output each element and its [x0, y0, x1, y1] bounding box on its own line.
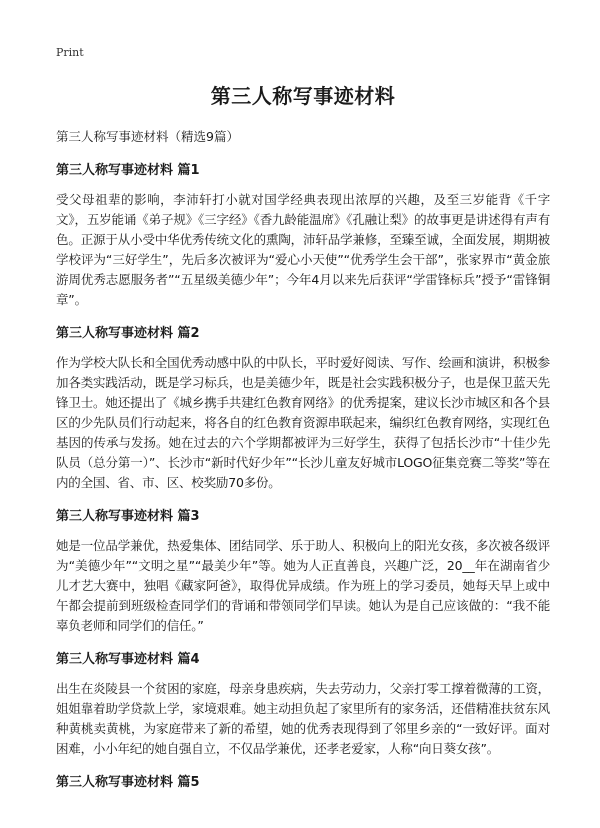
section-heading-3: 第三人称写事迹材料 篇3	[56, 509, 200, 524]
document-subtitle: 第三人称写事迹材料（精选9篇）	[56, 129, 239, 144]
section-heading-5: 第三人称写事迹材料 篇5	[56, 775, 200, 790]
section-body-3: 她是一位品学兼优，热爱集体、团结同学、乐于助人、积极向上的阳光女孩，多次被各级评为“美德少年”“文明之星”“最美少年”等。她为人正直善良，兴趣广泛，20__年在湖南省少儿才艺大赛中，独唱《藏家阿爸》，取得优异成绩。作为班上的学习委员，她每天早上或中午都会提前到班级检查同学们的背诵和带领同学们早读。她认为是自己应该做的：“我不能辜负老师和同学们的信任。”	[56, 538, 550, 633]
section-body-1: 受父母祖辈的影响，李沛轩打小就对国学经典表现出浓厚的兴趣，及至三岁能背《千字文》，五岁能诵《弟子规》《三字经》《香九龄能温席》《孔融让梨》的故事更是讲述得有声有色。正源于从小受中华优秀传统文化的熏陶，沛轩品学兼修，至臻至诚，全面发展，期期被学校评为“三好学生”，先后多次被评为“爱心小天使”“优秀学生会干部”，张家界市“黄金旅游周优秀志愿服务者”“五星级美德少年”；今年4月以来先后获评“学雷锋标兵”授予“雷锋铜章”。	[56, 192, 550, 307]
section-body-2: 作为学校大队长和全国优秀动感中队的中队长，平时爱好阅读、写作、绘画和演讲，积极参加各类实践活动，既是学习标兵，也是美德少年，既是社会实践积极分子，也是保卫蓝天先锋卫士。她还提出了《城乡携手共建红色教育网络》的优秀提案，建议长沙市城区和各个县区的少先队员们行动起来，将各自的红色教育资源串联起来，编织红色教育网络，实现红色基因的传承与发扬。她在过去的六个学期都被评为三好学生，获得了包括长沙市“十佳少先队员（总分第一）”、长沙市“新时代好少年”“长沙儿童友好城市LOGO征集竞赛二等奖”等在内的全国、省、市、区、校奖励70多份。	[56, 355, 550, 490]
section-heading-2: 第三人称写事迹材料 篇2	[56, 326, 200, 341]
print-link[interactable]: Print	[56, 46, 84, 59]
section-heading-4: 第三人称写事迹材料 篇4	[56, 652, 200, 667]
document-title: 第三人称写事迹材料	[210, 84, 396, 108]
section-heading-1: 第三人称写事迹材料 篇1	[56, 163, 200, 178]
section-body-4: 出生在炎陵县一个贫困的家庭，母亲身患疾病，失去劳动力，父亲打零工撑着微薄的工资，姐姐靠着助学贷款上学，家境艰难。她主动担负起了家里所有的家务活，还借精准扶贫东风种黄桃卖黄桃，为家庭带来了新的希望，她的优秀表现得到了邻里乡亲的“一致好评。面对困难，小小年纪的她自强自立，不仅品学兼优，还孝老爱家，人称“向日葵女孩”。	[56, 681, 550, 756]
document-page	[56, 80, 550, 802]
